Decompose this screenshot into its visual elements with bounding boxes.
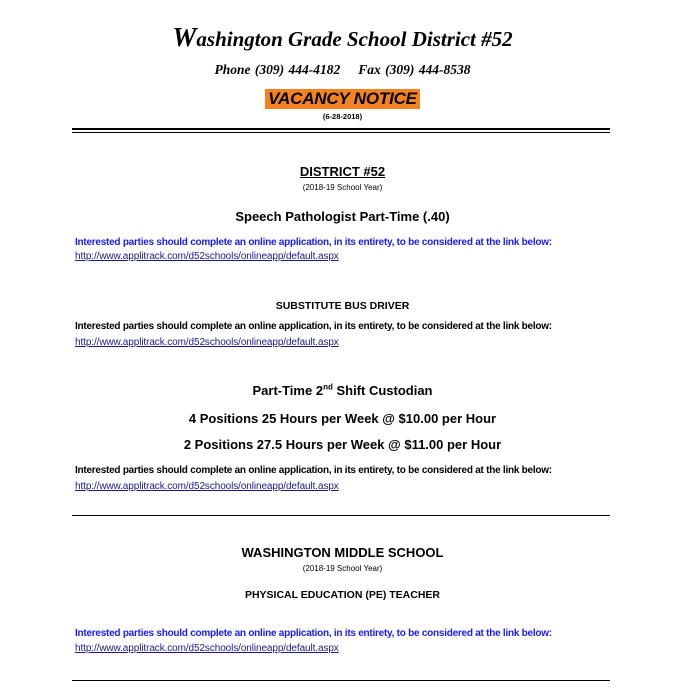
- bus-application-link[interactable]: http://www.applitrack.com/d52schools/onlineapp/default.aspx: [75, 337, 339, 348]
- speech-application-link[interactable]: http://www.applitrack.com/d52schools/onlineapp/default.aspx: [75, 251, 339, 262]
- fax-number: Fax (309) 444-8538: [358, 62, 471, 77]
- title-rest: ashington Grade School District #52: [196, 27, 513, 51]
- header-divider-thick: [72, 128, 610, 130]
- bus-notice: Interested parties should complete an online application, in its entirety, to be considered at the link below:: [75, 321, 552, 332]
- vacancy-banner: [0, 89, 685, 109]
- custodian-detail-line-1: 4 Positions 25 Hours per Week @ $10.00 per Hour: [188, 411, 497, 426]
- custodian-application-link[interactable]: http://www.applitrack.com/d52schools/onlineapp/default.aspx: [75, 481, 339, 492]
- pe-position-title: PHYSICAL EDUCATION (PE) TEACHER: [244, 589, 441, 601]
- district-heading: DISTRICT #52: [299, 164, 386, 179]
- section-divider: [72, 515, 610, 516]
- notice-date: (6-28-2018): [322, 112, 363, 121]
- middle-school-heading: WASHINGTON MIDDLE SCHOOL: [241, 545, 444, 560]
- middle-school-year: (2018-19 School Year): [302, 564, 383, 573]
- title-initial: W: [172, 22, 197, 52]
- header-divider-thin: [72, 132, 610, 133]
- speech-notice: Interested parties should complete an online application, in its entirety, to be considered at the link below:: [75, 237, 552, 248]
- phone-number: Phone (309) 444-4182: [214, 62, 341, 77]
- custodian-detail-line-2: 2 Positions 27.5 Hours per Week @ $11.00 per Hour: [183, 437, 502, 452]
- pe-notice: Interested parties should complete an online application, in its entirety, to be considered at the link below:: [75, 628, 552, 639]
- district-title: [0, 22, 685, 53]
- pe-application-link[interactable]: http://www.applitrack.com/d52schools/onlineapp/default.aspx: [75, 643, 339, 654]
- district-year: (2018-19 School Year): [302, 183, 383, 192]
- speech-position-title: Speech Pathologist Part-Time (.40): [235, 209, 450, 224]
- custodian-position-title: Part-Time 2nd Shift Custodian: [252, 382, 433, 398]
- bottom-divider: [72, 680, 610, 681]
- contact-line: [0, 62, 685, 78]
- custodian-notice: Interested parties should complete an online application, in its entirety, to be considered at the link below:: [75, 465, 552, 476]
- vacancy-label: VACANCY NOTICE: [265, 89, 420, 109]
- bus-position-title: SUBSTITUTE BUS DRIVER: [275, 300, 410, 312]
